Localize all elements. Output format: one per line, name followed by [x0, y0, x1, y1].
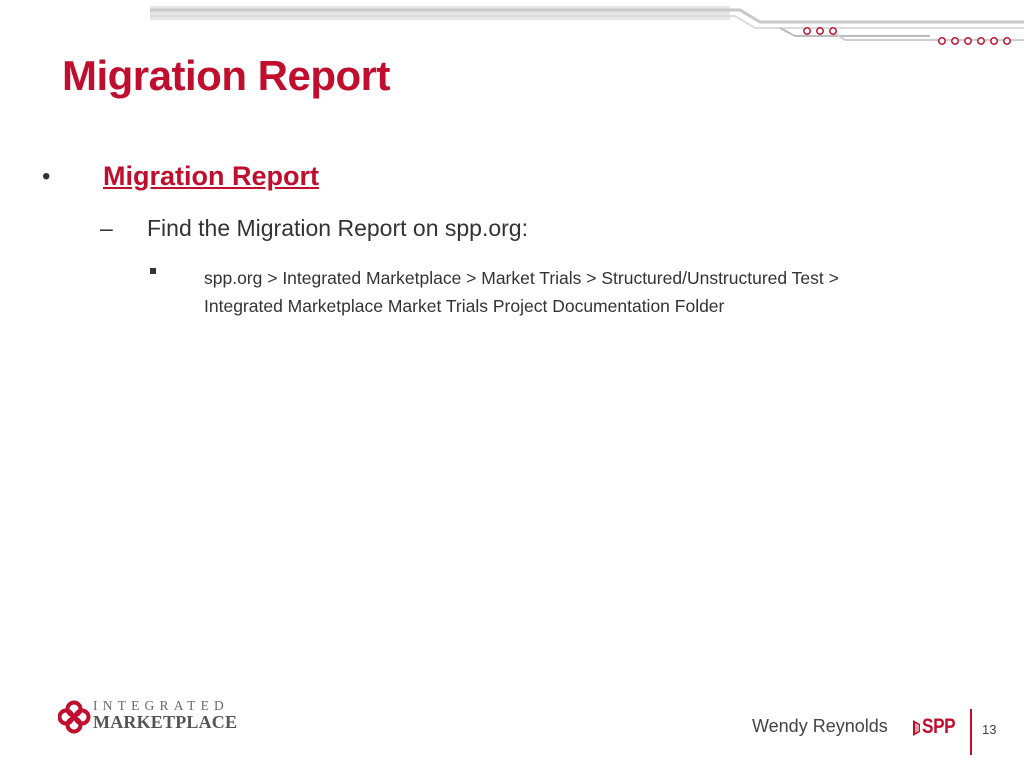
footer-divider: [970, 709, 972, 755]
page-number: 13: [982, 722, 997, 737]
navigation-path-line: Integrated Marketplace Market Trials Project Documentation Folder: [204, 296, 725, 316]
circuit-decoration-icon: [0, 0, 1024, 60]
presenter-name: Wendy Reynolds: [752, 716, 888, 736]
square-bullet-icon: [150, 268, 156, 274]
spp-brand-text: SPP: [922, 715, 956, 738]
navigation-path-text: [204, 264, 994, 320]
bullet-marker: •: [42, 163, 51, 190]
navigation-path-line: spp.org > Integrated Marketplace > Market Trials > Structured/Unstructured Test >: [204, 268, 839, 288]
sub-bullet-text: Find the Migration Report on spp.org:: [147, 215, 528, 241]
slide-title: Migration Report: [62, 52, 390, 99]
logo-bottom-text: MARKETPLACE: [93, 712, 238, 732]
sub-bullet-marker: –: [100, 215, 113, 241]
migration-report-link[interactable]: Migration Report: [103, 161, 319, 191]
logo-top-text: INTEGRATED: [93, 698, 229, 713]
